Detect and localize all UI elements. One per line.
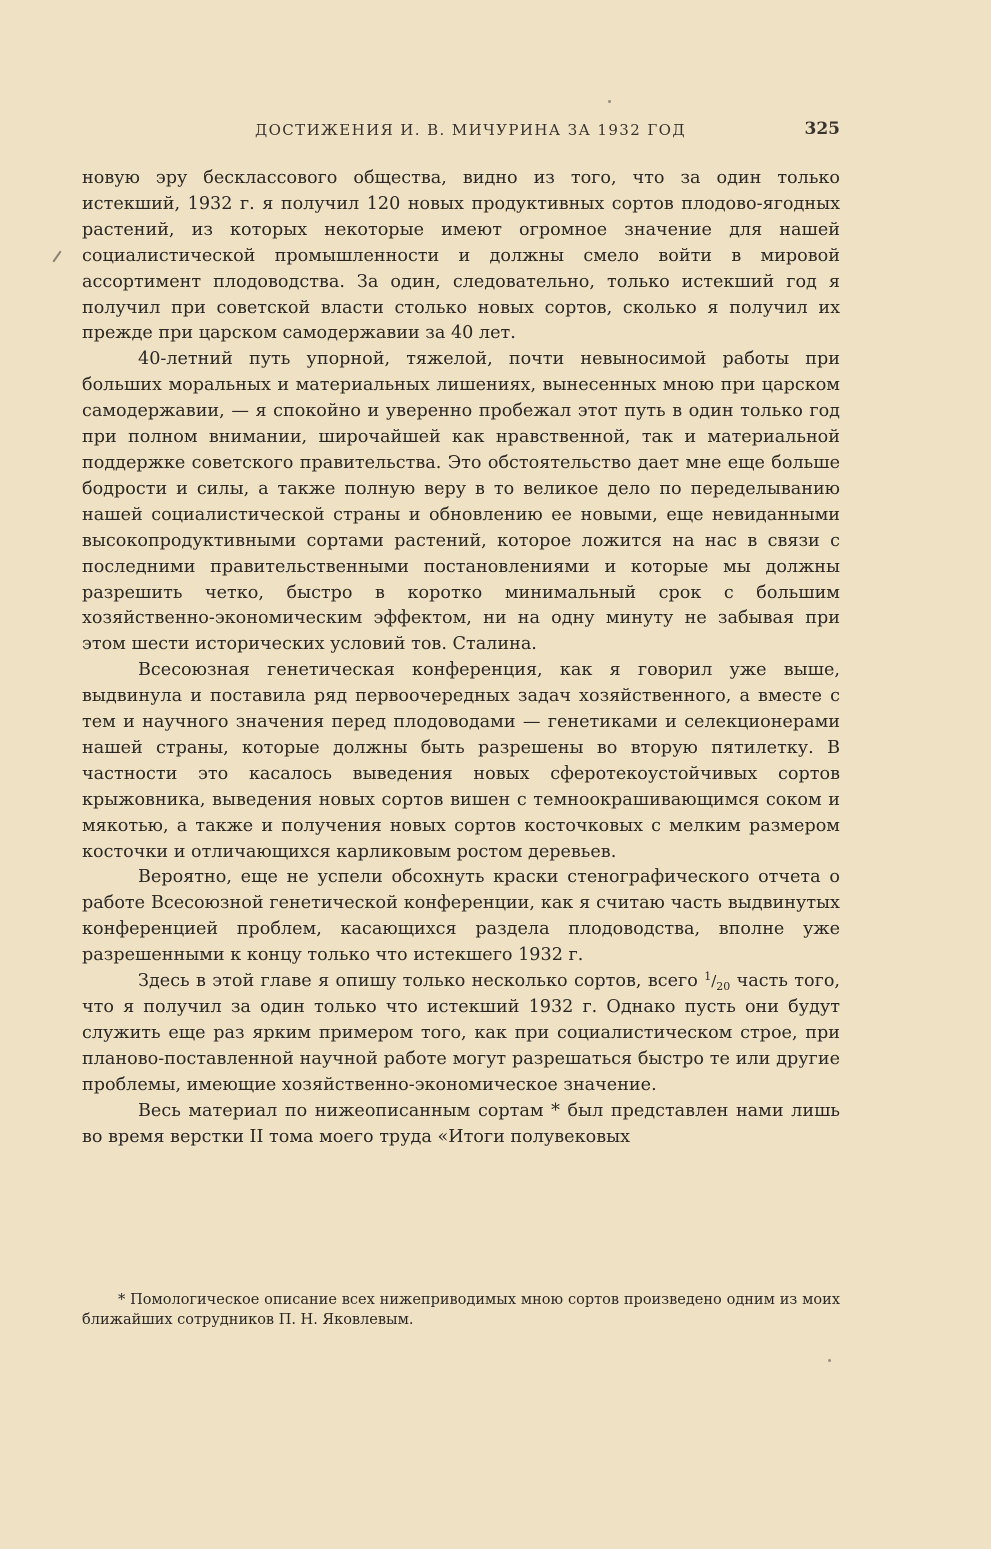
fraction: $^1/_{20}$ — [704, 970, 731, 994]
paragraph: новую эру бесклассового общества, видно из того, что за один только истекший, 1932 г. я получил 120 новых продуктивных сортов плодово-ягодных растений, из которых некоторые имеют огромное значение для нашей социалистической промышленности и должны смело войти в мировой ассортимент плодоводства. За один, следовательно, только истекший год я получил при советской власти столько новых сортов, сколько я получил их прежде при царском самодержавии за 40 лет. — [82, 168, 840, 344]
paragraph-text-before: Здесь в этой главе я опишу только несколько сортов, всего — [138, 971, 698, 992]
paragraph: Всесоюзная генетическая конференция, как я говорил уже выше, выдвинула и поставила ряд первоочередных задач хозяйственного, а вместе с тем и научного значения перед плодоводами — генетиками и селекционерами нашей страны, которые должны быть разрешены во вторую пятилетку. В частности это касалось выведения новых сферотекоустойчивых сортов крыжовника, выведения новых сортов вишен с темноокрашивающимся соком и мякотью, а также и получения новых сортов косточковых с мелким размером косточки и отличающихся карликовым ростом деревьев. — [82, 660, 840, 862]
paragraph: Весь материал по нижеописанным сортам * был представлен нами лишь во время верстки II тома моего труда «Итоги полувековых — [82, 1100, 840, 1147]
page-number: 325 — [804, 119, 840, 139]
body-text — [82, 166, 840, 1150]
paper-speck — [828, 1359, 831, 1362]
footnote — [82, 1290, 840, 1330]
fraction-denominator: 20 — [716, 980, 731, 994]
footnote-text: * Помологическое описание всех нижеприводимых мною сортов произведено одним из моих ближайших сотрудников П. Н. Яковлевым. — [82, 1292, 840, 1328]
paper-speck — [608, 100, 611, 103]
paragraph-text-after: часть того, что я получил за один только что истекший 1932 г. Однако пусть они будут служить еще раз ярким примером того, как при социалистическом строе, при планово-поставленной научной работе могут разрешаться быстро те или другие проблемы, имеющие хозяйственно-экономическое значение. — [82, 971, 840, 1095]
running-title: ДОСТИЖЕНИЯ И. В. МИЧУРИНА ЗА 1932 ГОД — [255, 121, 686, 139]
paragraph-with-fraction — [82, 969, 840, 1099]
pencil-mark — [52, 251, 61, 263]
fraction-numerator: 1 — [704, 970, 712, 984]
paragraph: 40-летний путь упорной, тяжелой, почти невыносимой работы при больших моральных и материальных лишениях, вынесенных мною при царском самодержавии, — я спокойно и уверенно пробежал этот путь в один только год при полном внимании, широчайшей как нравственной, так и материальной поддержке советского правительства. Это обстоятельство дает мне еще больше бодрости и силы, а также полную веру в то великое дело по переделыванию нашей социалистической страны и обновлению ее новыми, еще невиданными высокопродуктивными сортами растений, которое ложится на нас в связи с последними правительственными постановлениями и которые мы должны разрешить четко, быстро в коротко минимальный срок с большим хозяйственно-экономическим эффектом, ни на одну минуту не забывая при этом шести исторических условий тов. Сталина. — [82, 349, 840, 655]
paragraph: Вероятно, еще не успели обсохнуть краски стенографического отчета о работе Всесоюзной генетической конференции, как я считаю часть выдвинутых конференцией проблем, касающихся раздела плодоводства, вполне уже разрешенными к концу только что истекшего 1932 г. — [82, 867, 840, 966]
running-head — [82, 121, 840, 143]
